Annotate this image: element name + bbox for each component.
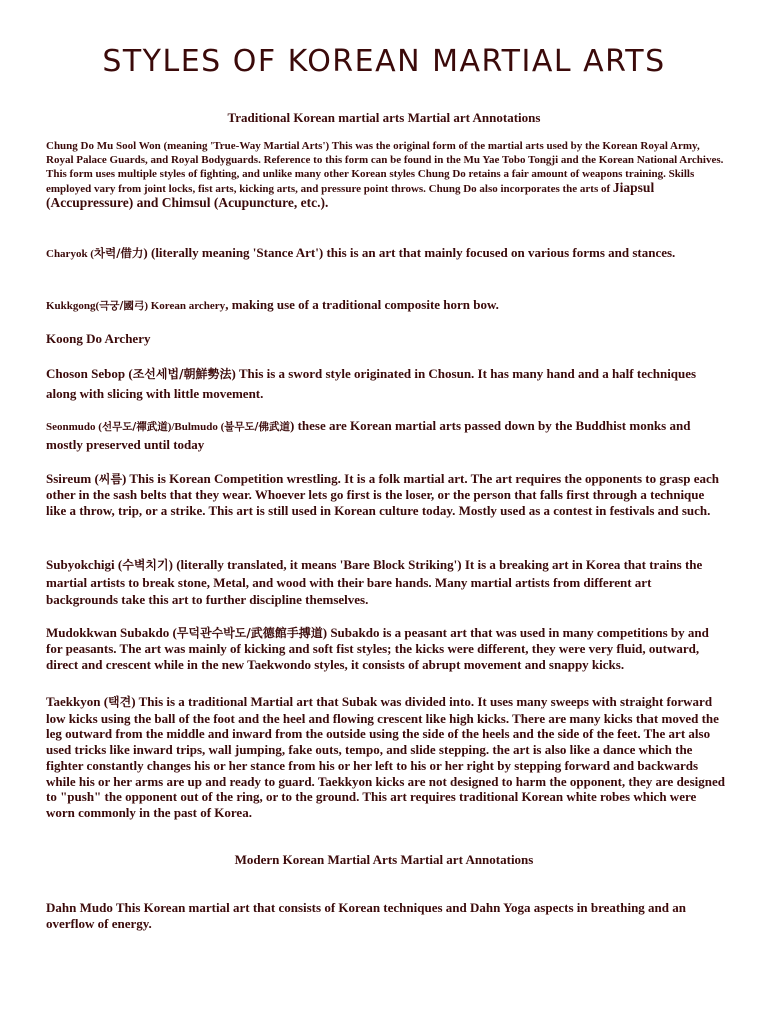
page-title: STYLES OF KOREAN MARTIAL ARTS [102, 44, 666, 79]
entry-kukkgong-mid: ) Korean archery [144, 300, 226, 312]
entry-chung-do [46, 139, 726, 211]
entry-choson-rest: ) This is a sword style originated in Chosun. It has many hand and a half techniques along with slicing with little movement. [46, 366, 697, 401]
entry-subyokchigi-name: Subyokchigi ( [46, 557, 123, 572]
entry-seonmudo-korean2: 불무도/佛武道 [224, 421, 291, 433]
entry-taekkyon-korean: 택견 [108, 695, 132, 709]
entry-kukkgong-korean: 극궁/國弓 [99, 300, 145, 312]
entry-choson-korean: 조선세법/朝鮮勢法 [132, 367, 232, 381]
entry-seonmudo-mid: )/Bulmudo ( [167, 421, 225, 433]
entry-taekkyon [46, 694, 726, 821]
entry-ssireum-name: Ssireum ( [46, 471, 99, 486]
entry-mudokkwan-name: Mudokkwan Subakdo ( [46, 625, 177, 640]
entry-ssireum-rest: ) This is Korean Competition wrestling. It is a folk martial art. The art requires the opponents to grasp each other in the sash belts that they wear. Whoever lets go first is the loser, or the person that falls first through a technique like a throw, trip, or a strike. This art is still used in Korean culture today. Mostly used as a contest in festivals and such. [46, 471, 719, 518]
entry-kukkgong-name: Kukkgong( [46, 300, 100, 312]
entry-charyok-rest: ) (literally meaning 'Stance Art') this is an art that mainly focused on various forms and stances. [143, 245, 676, 260]
entry-subyokchigi-rest: ) (literally translated, it means 'Bare Block Striking') It is a breaking art in Korea that trains the martial artists to break stone, Metal, and wood with their bare hands. Many martial artists from different art backgrounds take this art to further discipline themselves. [46, 557, 703, 607]
entry-choson-sebop [46, 364, 726, 403]
entry-koong-do: Koong Do Archery [46, 331, 151, 346]
entry-seonmudo [46, 417, 726, 454]
entry-ssireum-korean: 씨름 [98, 472, 123, 486]
traditional-section-heading: Traditional Korean martial arts Martial art Annotations [227, 110, 541, 125]
entry-dahn-mudo: Dahn Mudo This Korean martial art that consists of Korean techniques and Dahn Yoga aspects in breathing and an overflow of energy. [46, 900, 686, 931]
entry-taekkyon-name: Taekkyon ( [46, 694, 109, 709]
entry-charyok-korean: 차력/借力 [93, 246, 144, 260]
entry-mudokkwan [46, 625, 726, 673]
entry-chung-do-text: Chung Do Mu Sool Won (meaning 'True-Way Martial Arts') This was the original form of the martial arts used by the Korean Royal Army, Royal Palace Guards, and Royal Bodyguards. Reference to this form can be found in the Mu Yae Tobo Tongji and the Korean National Archives. This form uses multiple styles of fighting, and unlike many other Korean styles Chung Do retains a fair amount of weapons training. Skills employed vary from joint locks, fist arts, kicking arts, and pressure point throws. Chung Do also incorporates the arts of [46, 140, 724, 195]
modern-section-heading: Modern Korean Martial Arts Martial art Annotations [234, 852, 534, 867]
entry-charyok-name: Charyok ( [46, 248, 94, 260]
entry-chung-do-tail: Jiapsul (Accupressure) and Chimsul (Acupuncture, etc.). [46, 180, 655, 210]
entry-charyok [46, 244, 726, 262]
entry-seonmudo-rest: ) these are Korean martial arts passed down by the Buddhist monks and mostly preserved until today [46, 418, 691, 452]
entry-mudokkwan-rest: ) Subakdo is a peasant art that was used in many competitions by and for peasants. The art was mainly of kicking and soft fist styles; the kicks were different, they were very fluid, outward, direct and crescent while in the new Taekwondo styles, it consists of abrupt movement and snappy kicks. [46, 625, 709, 672]
entry-mudokkwan-korean: 무덕관수박도/武德館手搏道 [176, 626, 323, 640]
entry-subyokchigi [46, 556, 726, 608]
entry-kukkgong-rest: , making use of a traditional composite horn bow. [225, 297, 499, 312]
entry-subyokchigi-korean: 수벽치기 [122, 558, 169, 572]
entry-choson-name: Choson Sebop ( [46, 366, 133, 381]
entry-kukkgong [46, 297, 726, 314]
entry-taekkyon-rest: ) This is a traditional Martial art that Subak was divided into. It uses many sweeps with straight forward low kicks using the ball of the foot and the heel and flowing crescent like high kicks. There are many kicks that moved the leg outward from the middle and inward from the outside using the side of the heels and the side of the feet. The art also used tricks like inward trips, wall jumping, fake outs, tempo, and slide stepping. the art is also like a dance which the fighter constantly changes his or her stance from his or her left to his or her right by stepping forward and backwards while his or her arms are up and ready to guard. Taekkyon kicks are not designed to harm the opponent, they are designed to "push" the opponent out of the ring, or to the ground. This art requires traditional Korean white robes which were worn commonly in the past of Korea. [46, 694, 725, 820]
entry-ssireum [46, 471, 726, 519]
entry-seonmudo-name: Seonmudo ( [46, 421, 102, 433]
entry-seonmudo-korean1: 선무도/禪武道 [101, 421, 168, 433]
